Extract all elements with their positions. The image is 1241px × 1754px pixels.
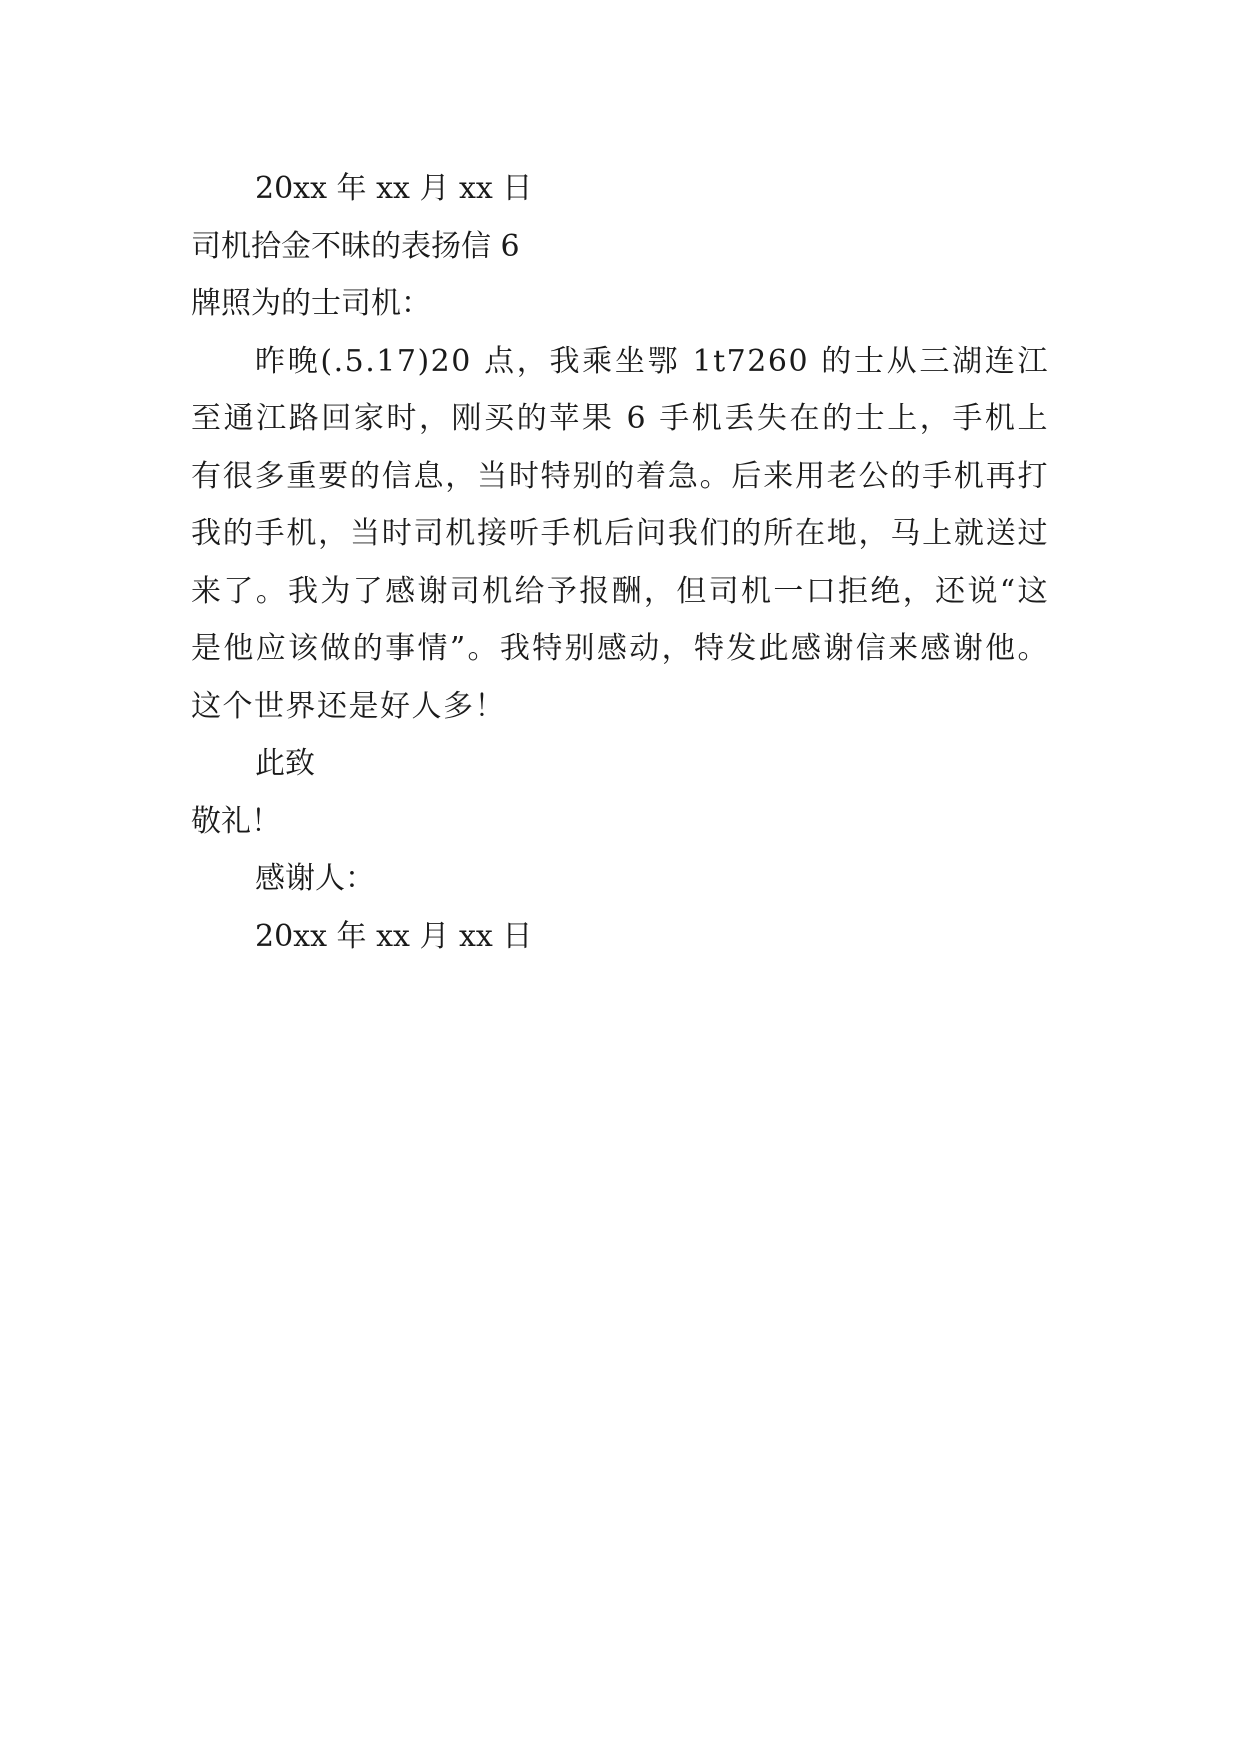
signature-label: 感谢人： <box>255 861 375 896</box>
letter-title: 司机拾金不昧的表扬信 6 <box>191 228 520 264</box>
closing-line-2: 敬礼！ <box>191 803 281 839</box>
top-date: 20xx 年 xx 月 xx 日 <box>255 171 533 206</box>
bottom-date: 20xx 年 xx 月 xx 日 <box>255 918 533 954</box>
salutation: 牌照为的士司机： <box>191 286 431 321</box>
document-content <box>191 160 1049 965</box>
closing-line-1: 此致 <box>255 746 315 781</box>
body-paragraph: 昨晚(.5.17)20 点，我乘坐鄂 1t7260 的士从三湖连江至通江路回家时，刚买的苹果 6 手机丢失在的士上，手机上有很多重要的信息，当时特别的着急。后来用老公的手机再打我的手机，当时司机接听手机后问我们的所在地，马上就送过来了。我为了感谢司机给予报酬，但司机一口拒绝，还说“这是他应该做的事情”。我特别感动，特发此感谢信来感谢他。这个世界还是好人多！ <box>191 343 1049 724</box>
